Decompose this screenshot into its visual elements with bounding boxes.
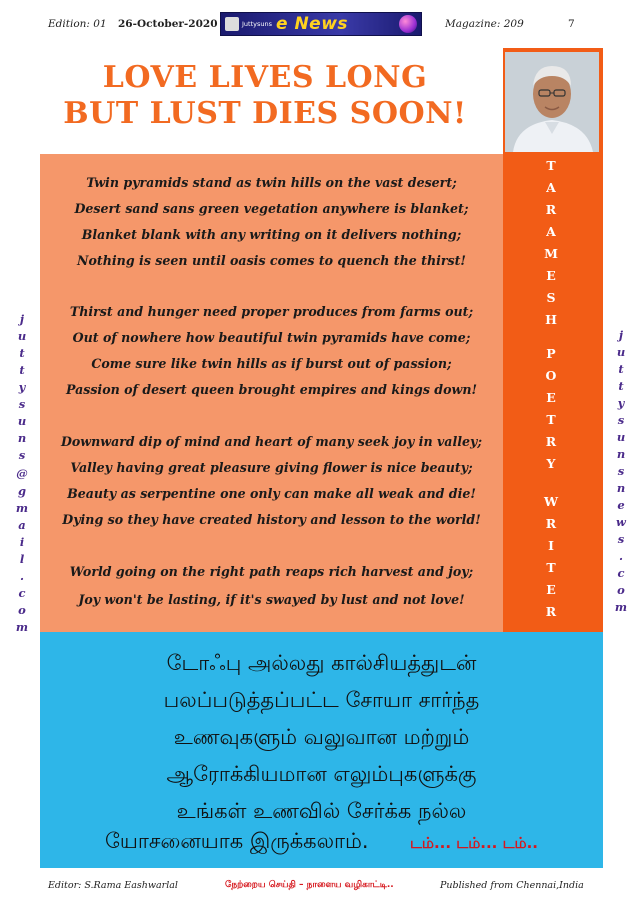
tamil-tag: டம்... டம்... டம்.. <box>409 834 538 852</box>
poem-line: Blanket blank with any writing on it delivers nothing; <box>81 227 462 242</box>
side-letter: R <box>545 604 557 619</box>
side-letter: H <box>545 312 557 327</box>
magazine-label: Magazine: 209 <box>445 18 524 30</box>
poem-title <box>40 60 490 132</box>
margin-letter: u <box>616 430 626 444</box>
side-letter: A <box>546 224 556 239</box>
poem-line: Twin pyramids stand as twin hills on the vast desert; <box>86 175 457 190</box>
side-letter: P <box>546 346 556 361</box>
margin-letter: n <box>616 447 626 461</box>
margin-letter: n <box>17 431 27 445</box>
margin-letter: l <box>19 552 25 566</box>
poem-line: Thirst and hunger need proper produces from farms out; <box>69 304 474 319</box>
tamil-last-row <box>40 829 603 856</box>
title-line-1: LOVE LIVES LONG <box>102 60 428 95</box>
author-photo <box>505 52 599 152</box>
side-letter: O <box>545 368 557 383</box>
side-letter: T <box>546 412 556 427</box>
margin-letter: u <box>17 414 27 428</box>
date-label: 26-October-2020 <box>118 18 218 30</box>
poem-line: Valley having great pleasure giving flower is nice beauty; <box>70 460 473 475</box>
poem-line: Beauty as serpentine one only can make all weak and die! <box>67 486 476 501</box>
title-line-2: BUT LUST DIES SOON! <box>63 96 467 131</box>
margin-letter: s <box>617 464 625 478</box>
side-letter: T <box>546 158 556 173</box>
poem-line: World going on the right path reaps rich harvest and joy; <box>69 564 474 579</box>
poem-line: Desert sand sans green vegetation anywhere is blanket; <box>74 201 469 216</box>
margin-letter: j <box>618 328 624 342</box>
side-letter: M <box>544 246 558 261</box>
margin-letter: m <box>614 600 628 614</box>
margin-letter: e <box>617 498 625 512</box>
published-label: Published from Chennai,India <box>440 880 584 891</box>
side-letter: R <box>545 516 557 531</box>
footer-tagline: நேற்றைய செய்தி – நாளைய வழிகாட்டி.. <box>225 880 394 890</box>
margin-letter: s <box>617 532 625 546</box>
margin-letter: o <box>617 583 625 597</box>
margin-letter: t <box>618 362 624 376</box>
side-letter: A <box>546 180 556 195</box>
margin-letter: m <box>15 620 29 634</box>
margin-letter: w <box>616 515 626 529</box>
margin-letter: j <box>19 312 25 326</box>
side-letter: R <box>545 202 557 217</box>
side-letter: E <box>546 268 556 283</box>
side-letter: I <box>548 538 554 553</box>
margin-letter: y <box>617 396 625 410</box>
poem-line: Passion of desert queen brought empires and kings down! <box>65 382 478 397</box>
margin-letter: o <box>18 603 26 617</box>
tamil-line: பலப்படுத்தப்பட்ட சோயா சார்ந்த <box>163 688 480 712</box>
margin-letter: t <box>19 346 25 360</box>
margin-letter: c <box>18 586 26 600</box>
poem-line: Joy won't be lasting, if it's swayed by lust and not love! <box>78 592 465 607</box>
globe-icon <box>399 15 417 33</box>
margin-letter: t <box>618 379 624 393</box>
margin-letter: y <box>18 380 26 394</box>
tamil-line: ஆரோக்கியமான எலும்புகளுக்கு <box>166 762 477 786</box>
side-letter: W <box>543 494 559 509</box>
edition-label: Edition: 01 <box>48 18 107 30</box>
tamil-line: யோசனையாக இருக்கலாம். <box>104 829 369 853</box>
poem-line: Come sure like twin hills as if burst out of passion; <box>91 356 452 371</box>
margin-letter: s <box>18 448 26 462</box>
margin-letter: g <box>17 484 27 498</box>
tamil-line: டோஃபு அல்லது கால்சியத்துடன் <box>166 651 477 675</box>
margin-letter: . <box>618 549 623 563</box>
tamil-line: உணவுகளும் வலுவான மற்றும் <box>173 725 470 749</box>
margin-letter: s <box>18 397 26 411</box>
side-letter: T <box>546 560 556 575</box>
margin-letter: u <box>17 329 27 343</box>
margin-letter: t <box>19 363 25 377</box>
logo-title: e News <box>276 14 349 34</box>
poem-line: Out of nowhere how beautiful twin pyramids have come; <box>72 330 471 345</box>
margin-letter: m <box>15 501 29 515</box>
margin-letter: u <box>616 345 626 359</box>
poem-line: Nothing is seen until oasis comes to quench the thirst! <box>77 253 466 268</box>
margin-letter: . <box>19 569 24 583</box>
tamil-line: உங்கள் உணவில் சேர்க்க நல்ல <box>176 799 467 823</box>
author-vertical-text <box>507 154 595 628</box>
side-letter: E <box>546 582 556 597</box>
poem-line: Downward dip of mind and heart of many seek joy in valley; <box>60 434 483 449</box>
page-number: 7 <box>568 18 575 30</box>
side-letter: Y <box>546 456 556 471</box>
margin-letter: @ <box>16 466 28 480</box>
margin-letter: i <box>19 535 25 549</box>
logo-brand: Juttysuns <box>242 20 272 28</box>
editor-label: Editor: S.Rama Eashwarlal <box>48 880 178 891</box>
margin-letter: c <box>617 566 625 580</box>
margin-letter: n <box>616 481 626 495</box>
side-letter: S <box>546 290 556 305</box>
margin-letter: s <box>617 413 625 427</box>
enews-logo <box>220 12 422 36</box>
logo-mark-icon <box>225 17 239 31</box>
author-portrait-icon <box>505 52 599 152</box>
side-letter: R <box>545 434 557 449</box>
poem-line: Dying so they have created history and lesson to the world! <box>62 512 481 527</box>
margin-letter: a <box>18 518 26 532</box>
side-letter: E <box>546 390 556 405</box>
